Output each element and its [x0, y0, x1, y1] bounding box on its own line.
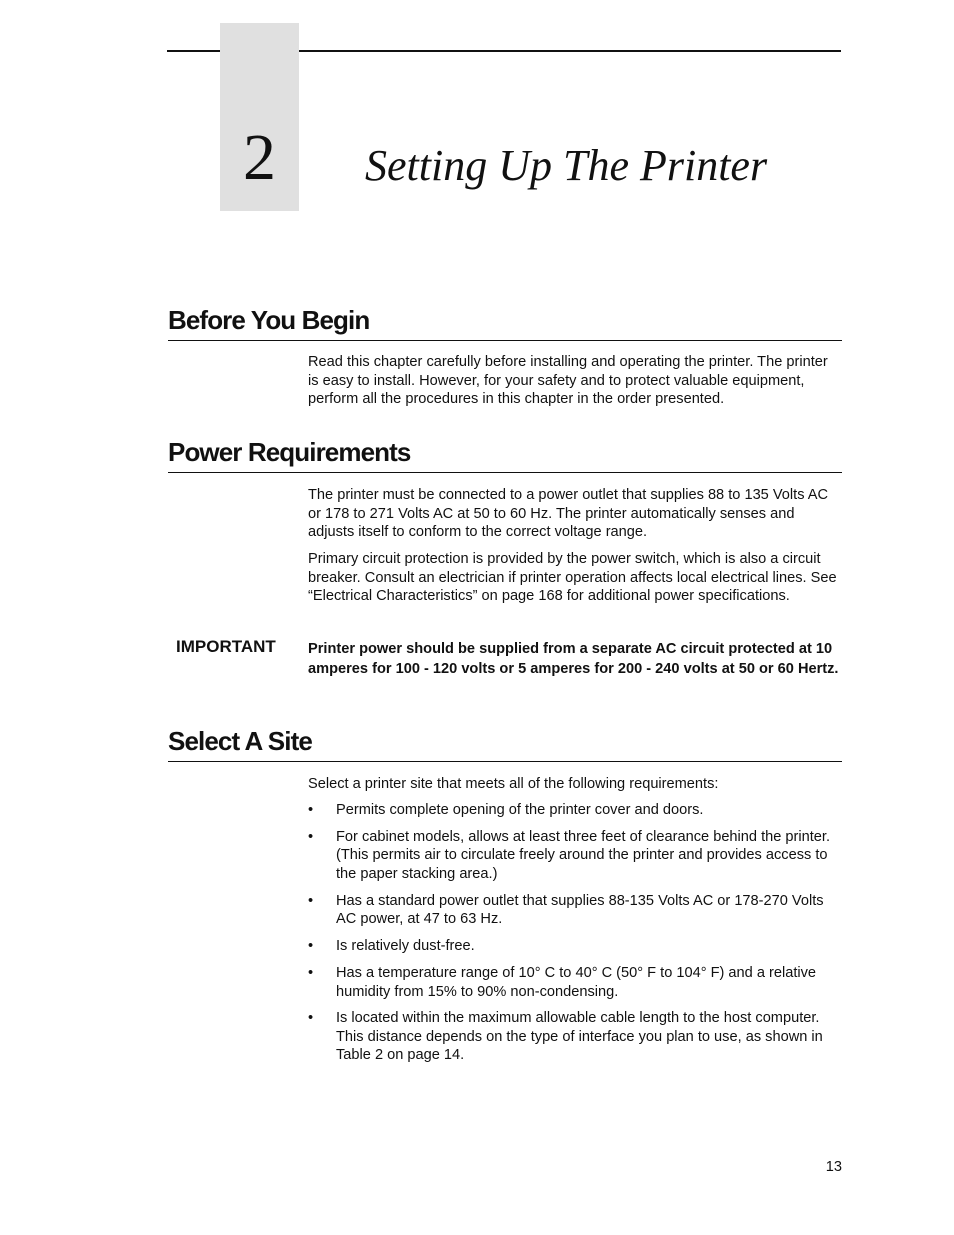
bullet-icon: • — [308, 892, 314, 909]
header-rule-right — [299, 50, 841, 52]
site-requirements-list — [308, 801, 842, 1073]
page-number: 13 — [825, 1159, 842, 1175]
list-item-text: Has a standard power outlet that supplies 88-135 Volts AC or 178-270 Volts AC power, at 47 to 63 Hz. — [336, 892, 824, 928]
list-item-text: Permits complete opening of the printer cover and doors. — [336, 802, 704, 818]
bullet-icon: • — [308, 802, 314, 818]
list-item — [308, 801, 842, 820]
bullet-icon: • — [308, 828, 314, 845]
chapter-title: Setting Up The Printer — [365, 141, 768, 190]
select-a-site-intro: Select a printer site that meets all of the following requirements: — [308, 776, 719, 792]
list-item — [308, 892, 842, 929]
chapter-number: 2 — [243, 121, 276, 194]
bullet-icon: • — [308, 964, 314, 981]
important-note: Printer power should be supplied from a separate AC circuit protected at 10 amperes for 100 - 120 volts or 5 amperes for 200 - 240 volts at 50 or 60 Hertz. — [308, 641, 839, 677]
power-requirements-paragraph-2: Primary circuit protection is provided by the power switch, which is also a circuit breaker. Consult an electrician if printer operation affects local electrical lines. See “Electrical Characteristics” on page 168 for additional power specifications. — [308, 551, 837, 605]
list-item-text: Is relatively dust-free. — [336, 938, 475, 955]
list-item-text: Has a temperature range of 10° C to 40° C (50° F to 104° F) and a relative humidity from 15% to 90% non-condensing. — [336, 964, 817, 1000]
header-rule-left — [167, 50, 221, 52]
list-item-text: Is located within the maximum allowable cable length to the host computer. This distance depends on the type of interface you plan to use, as shown in Table 2 on page 14. — [336, 1010, 823, 1064]
section-heading-select-a-site: Select A Site — [168, 724, 842, 762]
list-item — [308, 964, 842, 1001]
before-you-begin-paragraph: Read this chapter carefully before installing and operating the printer. The printer is easy to install. However, for your safety and to protect valuable equipment, perform all the procedures in this chapter in the order presented. — [308, 354, 828, 408]
power-requirements-paragraph-1: The printer must be connected to a power outlet that supplies 88 to 135 Volts AC or 178 to 271 Volts AC at 50 to 60 Hz. The printer automatically senses and adjusts itself to conform to the correct voltage range. — [308, 487, 829, 541]
section-heading-before-you-begin: Before You Begin — [168, 303, 842, 341]
list-item — [308, 937, 842, 956]
important-label: IMPORTANT — [176, 637, 276, 656]
bullet-icon: • — [308, 938, 314, 955]
list-item — [308, 828, 842, 884]
section-heading-power-requirements: Power Requirements — [168, 435, 842, 473]
list-item-text: For cabinet models, allows at least three feet of clearance behind the printer. (This permits air to circulate freely around the printer and provides access to the paper stacking area.) — [336, 828, 831, 882]
list-item — [308, 1009, 842, 1065]
bullet-icon: • — [308, 1010, 314, 1027]
